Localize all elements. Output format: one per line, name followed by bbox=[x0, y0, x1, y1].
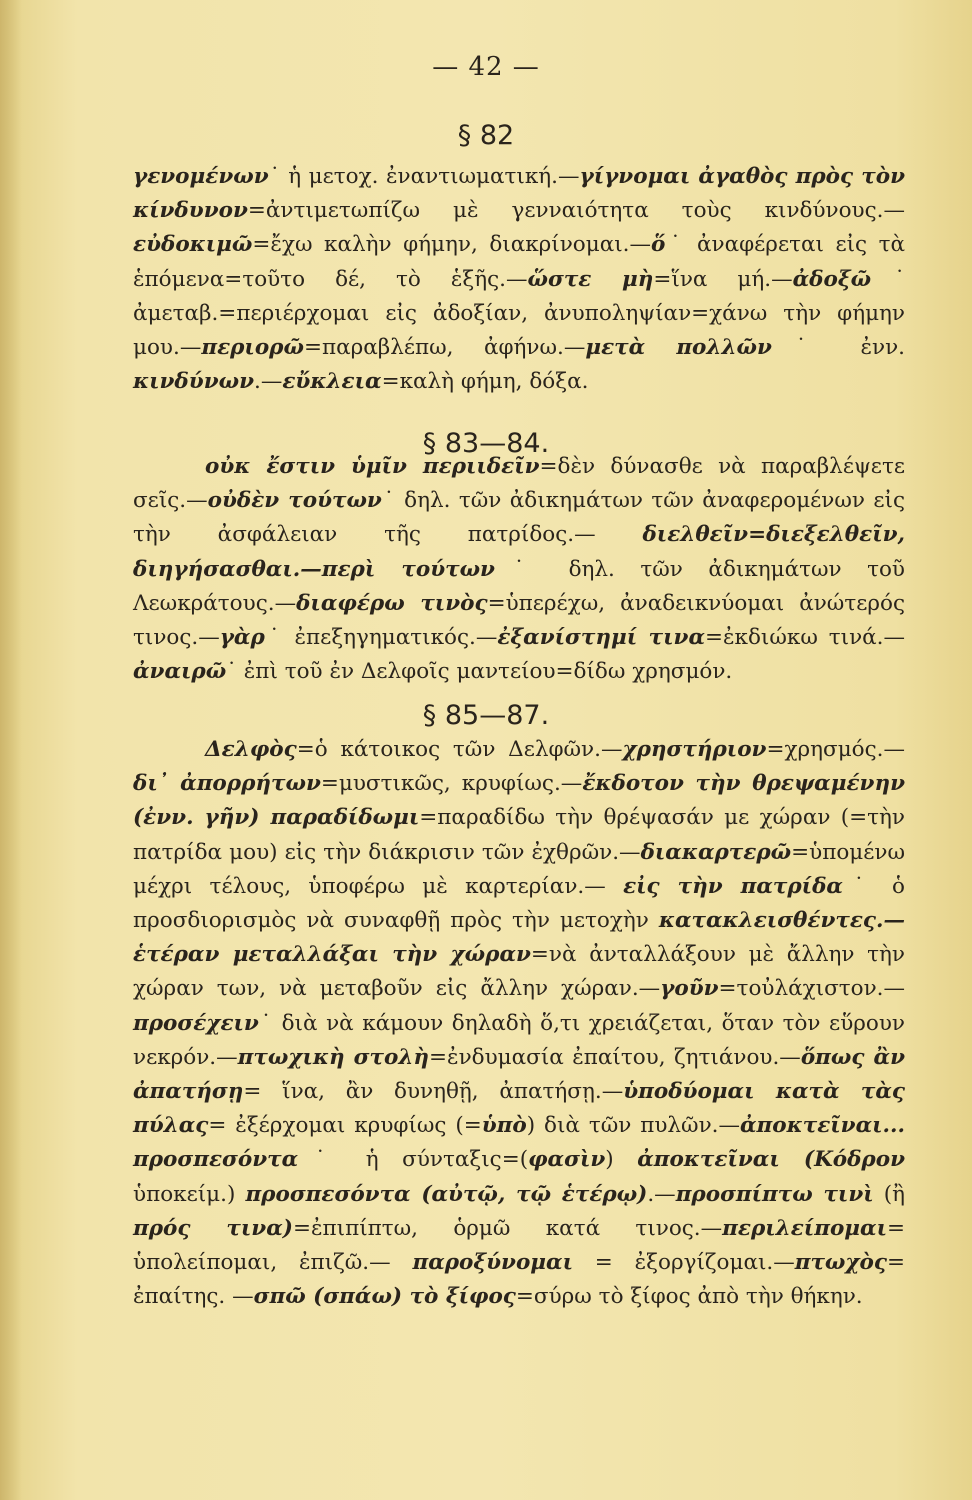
gloss-text: =ἔχω καλὴν φήμην, διακρίνομαι.— bbox=[252, 232, 651, 258]
gloss-text: =παραβλέπω, ἀφήνω.— bbox=[303, 335, 586, 361]
headword: ἐξανίστημί τινα bbox=[497, 625, 705, 651]
gloss-text: = ἐξοργίζομαι.— bbox=[572, 1250, 795, 1276]
section-text-82 bbox=[133, 160, 905, 399]
gloss-text: =χρησμός.— bbox=[766, 737, 905, 762]
gloss-text: = ἵνα, ἂν δυνηθῇ, ἀπατήσῃ.— bbox=[243, 1079, 624, 1105]
headword: παροξύνομαι bbox=[412, 1250, 573, 1276]
headword: ἀποκτεῖναι (Κόδρον bbox=[637, 1147, 905, 1173]
headword: πτωχὸς bbox=[794, 1250, 887, 1276]
headword: ὅπως ἂν ἀπατήσῃ bbox=[133, 1044, 905, 1105]
headword: πτωχικὴ στολὴ bbox=[237, 1044, 430, 1070]
gloss-text: ˙ ἀναφέρεται εἰς τὰ ἑπόμενα=τοῦτο δέ, τὸ ἑξῆς.— bbox=[133, 232, 905, 292]
headword: προσέχειν bbox=[133, 1010, 259, 1036]
headword: ἀδοξῶ bbox=[792, 266, 872, 292]
gloss-text: =ἐνδυμασία ἐπαίτου, ζητιάνου.— bbox=[429, 1044, 801, 1070]
section-text-83-84 bbox=[133, 450, 905, 689]
gloss-text: =ὑπομένω μέχρι τέλους, ὑποφέρω μὲ καρτερίαν.— bbox=[133, 839, 905, 899]
gloss-text: =μυστικῶς, κρυφίως.— bbox=[320, 771, 583, 797]
section-heading-83-84: § 83—84. bbox=[422, 428, 550, 459]
headword: περιλείπομαι bbox=[722, 1215, 887, 1241]
page-binding-shadow bbox=[0, 0, 22, 1500]
headword: γὰρ bbox=[219, 625, 265, 651]
gloss-text: ˙ δηλ. τῶν ἀδικημάτων τῶν ἀναφερομένων εἰς τὴν ἀσφάλειαν τῆς πατρίδος.— bbox=[133, 488, 905, 548]
gloss-text: ˙ ἐνν. bbox=[771, 335, 905, 361]
page-number: — 42 — bbox=[432, 52, 540, 82]
headword: γενομένων bbox=[133, 164, 269, 189]
headword: εὔκλεια bbox=[282, 369, 382, 395]
gloss-text: .— bbox=[254, 369, 283, 395]
headword: πρός τινα) bbox=[133, 1215, 293, 1241]
headword: γίγνομαι ἀγαθὸς πρὸς τὸν κίνδυνον bbox=[133, 164, 905, 224]
headword: διελθεῖν=διεξελθεῖν, διηγήσασθαι.—περὶ τούτων bbox=[133, 522, 905, 582]
gloss-text: =ἐκδιώκω τινά.— bbox=[705, 625, 906, 651]
gloss-text: =ὁ κάτοικος τῶν Δελφῶν.— bbox=[296, 737, 623, 762]
gloss-text: ˙ διὰ νὰ κάμουν δηλαδὴ ὅ,τι χρειάζεται, ὅταν τὸν εὕρουν νεκρόν.— bbox=[133, 1010, 905, 1070]
gloss-text: =ἀντιμετωπίζω μὲ γενναιότητα τοὺς κινδύνους.— bbox=[247, 198, 905, 224]
gloss-text: ˙ ἡ σύνταξις=( bbox=[298, 1147, 529, 1173]
gloss-text: (ἢ bbox=[873, 1181, 906, 1207]
gloss-text: =σύρω τὸ ξίφος ἀπὸ τὴν θήκην. bbox=[515, 1284, 863, 1310]
headword: ἀποκτεῖναι... προσπεσόντα bbox=[133, 1113, 905, 1173]
gloss-text: ˙ ὁ προσδιορισμὸς νὰ συναφθῇ πρὸς τὴν μετοχὴν bbox=[133, 873, 905, 934]
headword: ὑπὸ bbox=[481, 1113, 527, 1139]
gloss-text: ) διὰ τῶν πυλῶν.— bbox=[526, 1113, 740, 1139]
gloss-text: ὑποκείμ.) bbox=[133, 1181, 246, 1207]
gloss-text: =καλὴ φήμη, δόξα. bbox=[381, 369, 589, 395]
gloss-text: =τοὐλάχιστον.— bbox=[718, 976, 905, 1002]
headword: περιορῶ bbox=[201, 335, 304, 361]
section-heading-85-87: § 85—87. bbox=[422, 700, 550, 731]
headword: εἰς τὴν πατρίδα bbox=[623, 873, 843, 899]
gloss-text: ˙ ἐπεξηγηματικός.— bbox=[264, 625, 498, 651]
headword: σπῶ (σπάω) τὸ ξίφος bbox=[253, 1284, 516, 1310]
headword: χρηστήριον bbox=[622, 737, 767, 762]
headword: οὐδὲν τούτων bbox=[207, 488, 382, 514]
gloss-text: =ἐπιπίπτω, ὁρμῶ κατά τινος.— bbox=[292, 1215, 723, 1241]
gloss-text: = ἐξέρχομαι κρυφίως (= bbox=[208, 1113, 482, 1139]
gloss-text: .— bbox=[647, 1181, 676, 1207]
gloss-text: ) bbox=[605, 1147, 638, 1173]
headword: κατακλεισθέντες.—ἑτέραν μεταλλάξαι τὴν χώραν bbox=[133, 908, 905, 968]
headword: ὑποδύομαι κατὰ τὰς πύλας bbox=[133, 1079, 905, 1139]
gloss-text: = ὑπολείπομαι, ἐπιζῶ.— bbox=[133, 1215, 905, 1276]
gloss-text: =νὰ ἀνταλλάξουν μὲ ἄλλην τὴν χώραν των, νὰ μεταβοῦν εἰς ἄλλην χώραν.— bbox=[133, 942, 905, 1002]
headword: ὅ bbox=[651, 232, 666, 258]
gloss-text: =δὲν δύνασθε νὰ παραβλέψετε σεῖς.— bbox=[133, 454, 905, 514]
headword: δι᾿ ἀπορρήτων bbox=[133, 771, 321, 797]
gloss-text: =ἵνα μή.— bbox=[653, 266, 793, 292]
gloss-text: ˙ ἀμεταβ.=περιέρχομαι εἰς ἀδοξίαν, ἀνυποληψίαν=χάνω τὴν φήμην μου.— bbox=[133, 266, 905, 361]
headword: οὐκ ἔστιν ὑμῖν περιιδεῖν bbox=[205, 454, 540, 479]
section-text-85-87 bbox=[133, 733, 905, 1314]
headword: γοῦν bbox=[660, 976, 719, 1002]
headword: εὐδοκιμῶ bbox=[133, 232, 253, 258]
headword: φασὶν bbox=[528, 1147, 606, 1173]
gloss-text: = ἐπαίτης. — bbox=[133, 1250, 905, 1310]
section-heading-82: § 82 bbox=[457, 120, 515, 151]
headword: ὥστε μὴ bbox=[527, 266, 654, 292]
headword: ἀναιρῶ bbox=[133, 659, 227, 685]
gloss-text: ˙ ἐπὶ τοῦ ἐν Δελφοῖς μαντείου=δίδω χρησμόν. bbox=[226, 659, 733, 685]
headword: προσπίπτω τινὶ bbox=[675, 1181, 874, 1207]
headword: Δελφὸς bbox=[205, 737, 297, 762]
headword: μετὰ πολλῶν bbox=[585, 335, 772, 361]
gloss-text: =ὑπερέχω, ἀναδεικνύομαι ἀνώτερός τινος.— bbox=[133, 590, 905, 651]
gloss-text: ˙ δηλ. τῶν ἀδικημάτων τοῦ Λεωκράτους.— bbox=[133, 556, 906, 616]
headword: διαφέρω τινὸς bbox=[296, 590, 488, 616]
gloss-text: =παραδίδω τὴν θρέψασάν με χώραν (=τὴν πατρίδα μου) εἰς τὴν διάκρισιν τῶν ἐχθρῶν.— bbox=[133, 805, 905, 865]
headword: κινδύνων bbox=[133, 369, 255, 395]
gloss-text: ˙ ἡ μετοχ. ἐναντιωματική.— bbox=[268, 164, 580, 189]
headword: διακαρτερῶ bbox=[640, 839, 792, 865]
headword: προσπεσόντα (αὐτῷ, τῷ ἑτέρῳ) bbox=[245, 1181, 648, 1207]
headword: ἔκδοτον τὴν θρεψαμένην (ἐνν. γῆν) παραδίδωμι bbox=[133, 771, 905, 831]
